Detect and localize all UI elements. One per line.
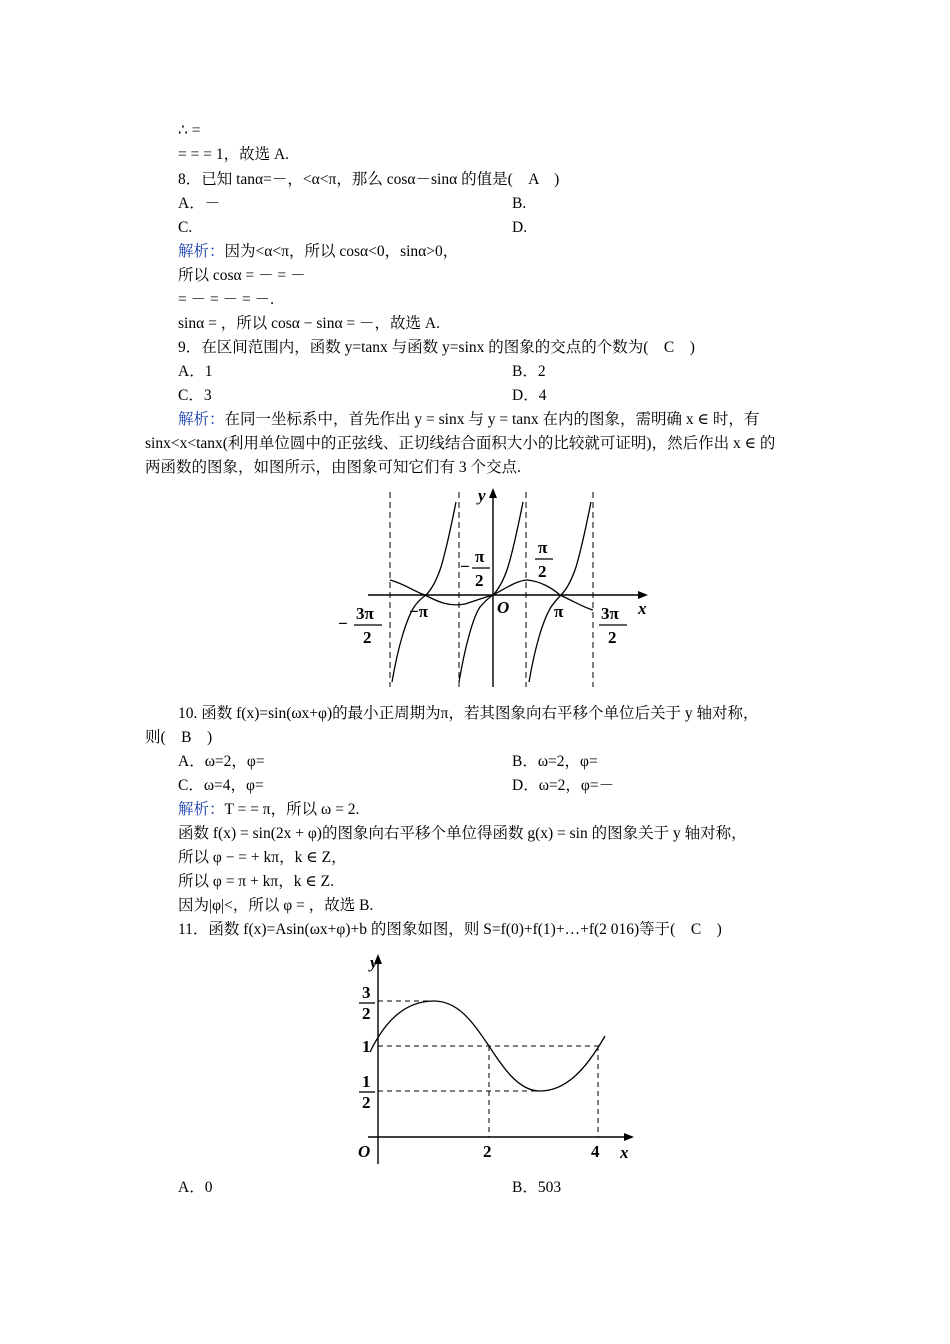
question-8: 8．已知 tanα=－，<α<π，那么 cosα－sinα 的值是( A ) (178, 171, 560, 188)
solution-text: T = = π，所以 ω = 2. (224, 801, 360, 818)
option-a: A．ω=2，φ= (178, 753, 265, 770)
option-b: B. (512, 195, 527, 212)
solution-line (178, 242, 458, 262)
option-a: A．－ (178, 195, 221, 212)
question-10: 10. 函数 f(x)=sin(ωx+φ)的最小正周期为π，若其图象向右平移个单位后关于 y 轴对称， (178, 705, 759, 722)
solution-line: 函数 f(x) = sin(2x + φ)的图象向右平移个单位得函数 g(x) = sin 的图象关于 y 轴对称， (178, 825, 747, 842)
tick-label-2: 2 (483, 1142, 492, 1161)
sine-graph-figure (350, 946, 640, 1168)
solution-line: 所以 φ = π + kπ，k ∈ Z. (178, 873, 335, 890)
question-10-cont: 则( B ) (145, 729, 213, 746)
option-d: D. (512, 219, 528, 236)
option-b: B．ω=2，φ= (512, 753, 598, 770)
solution-line: sinα = ，所以 cosα − sinα = －，故选 A. (178, 315, 440, 332)
solution-line: 因为|φ|<，所以 φ = ，故选 B. (178, 897, 374, 914)
tick-label-3pi2-num: 3π (601, 604, 619, 623)
tick-label-pi2-den: 2 (538, 562, 547, 581)
tick-label-1-2-num: 1 (362, 1072, 371, 1091)
tick-label-neg-3pi2-num: 3π (356, 604, 374, 623)
option-d: D．ω=2，φ=－ (512, 777, 615, 794)
solution-line: = － = － = －. (178, 291, 274, 308)
question-9: 9．在区间范围内，函数 y=tanx 与函数 y=sinx 的图象的交点的个数为( C ) (178, 339, 695, 356)
solution-line: 所以 cosα = － = － (178, 267, 306, 284)
y-axis-label: y (478, 486, 486, 505)
tick-label-3-2-num: 3 (362, 983, 371, 1002)
x-axis-label: x (620, 1143, 629, 1162)
text-line: = = = 1，故选 A. (178, 146, 290, 163)
solution-line: sinx<x<tanx(利用单位圆中的正弦线、正切线结合面积大小的比较就可证明)，然后作出 x ∈ 的 (145, 435, 776, 452)
tick-label-neg-pi: −π (409, 602, 429, 621)
solution-label: 解析： (178, 411, 225, 428)
option-b: B．2 (512, 363, 546, 380)
option-c: C．3 (178, 387, 212, 404)
origin-label: O (497, 598, 510, 617)
solution-line (178, 800, 359, 820)
question-11: 11．函数 f(x)=Asin(ωx+φ)+b 的图象如图，则 S=f(0)+f(1)+…+f(2 016)等于( C ) (178, 921, 722, 938)
tick-label-neg-pi2-den: 2 (475, 571, 484, 590)
tick-label-neg-pi2-num: π (475, 547, 485, 566)
tick-label-neg-3pi2-den: 2 (363, 628, 372, 647)
tick-label-neg-3pi2-sign: − (338, 614, 348, 633)
solution-line: 所以 φ − = + kπ，k ∈ Z， (178, 849, 347, 866)
solution-line: 两函数的图象，如图所示，由图象可知它们有 3 个交点. (145, 459, 521, 476)
option-a: A．0 (178, 1179, 213, 1196)
solution-text: 在同一坐标系中，首先作出 y = sinx 与 y = tanx 在内的图象，需明确 x ∈ 时，有 (224, 411, 760, 428)
tick-label-pi: π (554, 602, 564, 621)
x-axis-label: x (638, 599, 647, 618)
text-line: ∴ = (178, 122, 201, 139)
tick-label-1-2-den: 2 (362, 1093, 371, 1112)
tick-label-4: 4 (591, 1142, 600, 1161)
tick-label-3pi2-den: 2 (608, 628, 617, 647)
tick-label-3-2-den: 2 (362, 1004, 371, 1023)
tick-label-neg-pi2-sign: − (460, 557, 470, 576)
sin-tan-figure (330, 482, 660, 692)
option-c: C. (178, 219, 193, 236)
origin-label: O (358, 1142, 371, 1161)
option-c: C．ω=4，φ= (178, 777, 264, 794)
solution-label: 解析： (178, 801, 225, 818)
option-d: D．4 (512, 387, 547, 404)
tick-label-1: 1 (362, 1037, 371, 1056)
solution-label: 解析： (178, 243, 225, 260)
solution-text: 因为<α<π，所以 cosα<0，sinα>0， (224, 243, 459, 260)
option-a: A．1 (178, 363, 213, 380)
solution-line (178, 410, 759, 430)
tick-label-pi2-num: π (538, 538, 548, 557)
option-b: B．503 (512, 1179, 562, 1196)
y-axis-label: y (370, 953, 378, 972)
